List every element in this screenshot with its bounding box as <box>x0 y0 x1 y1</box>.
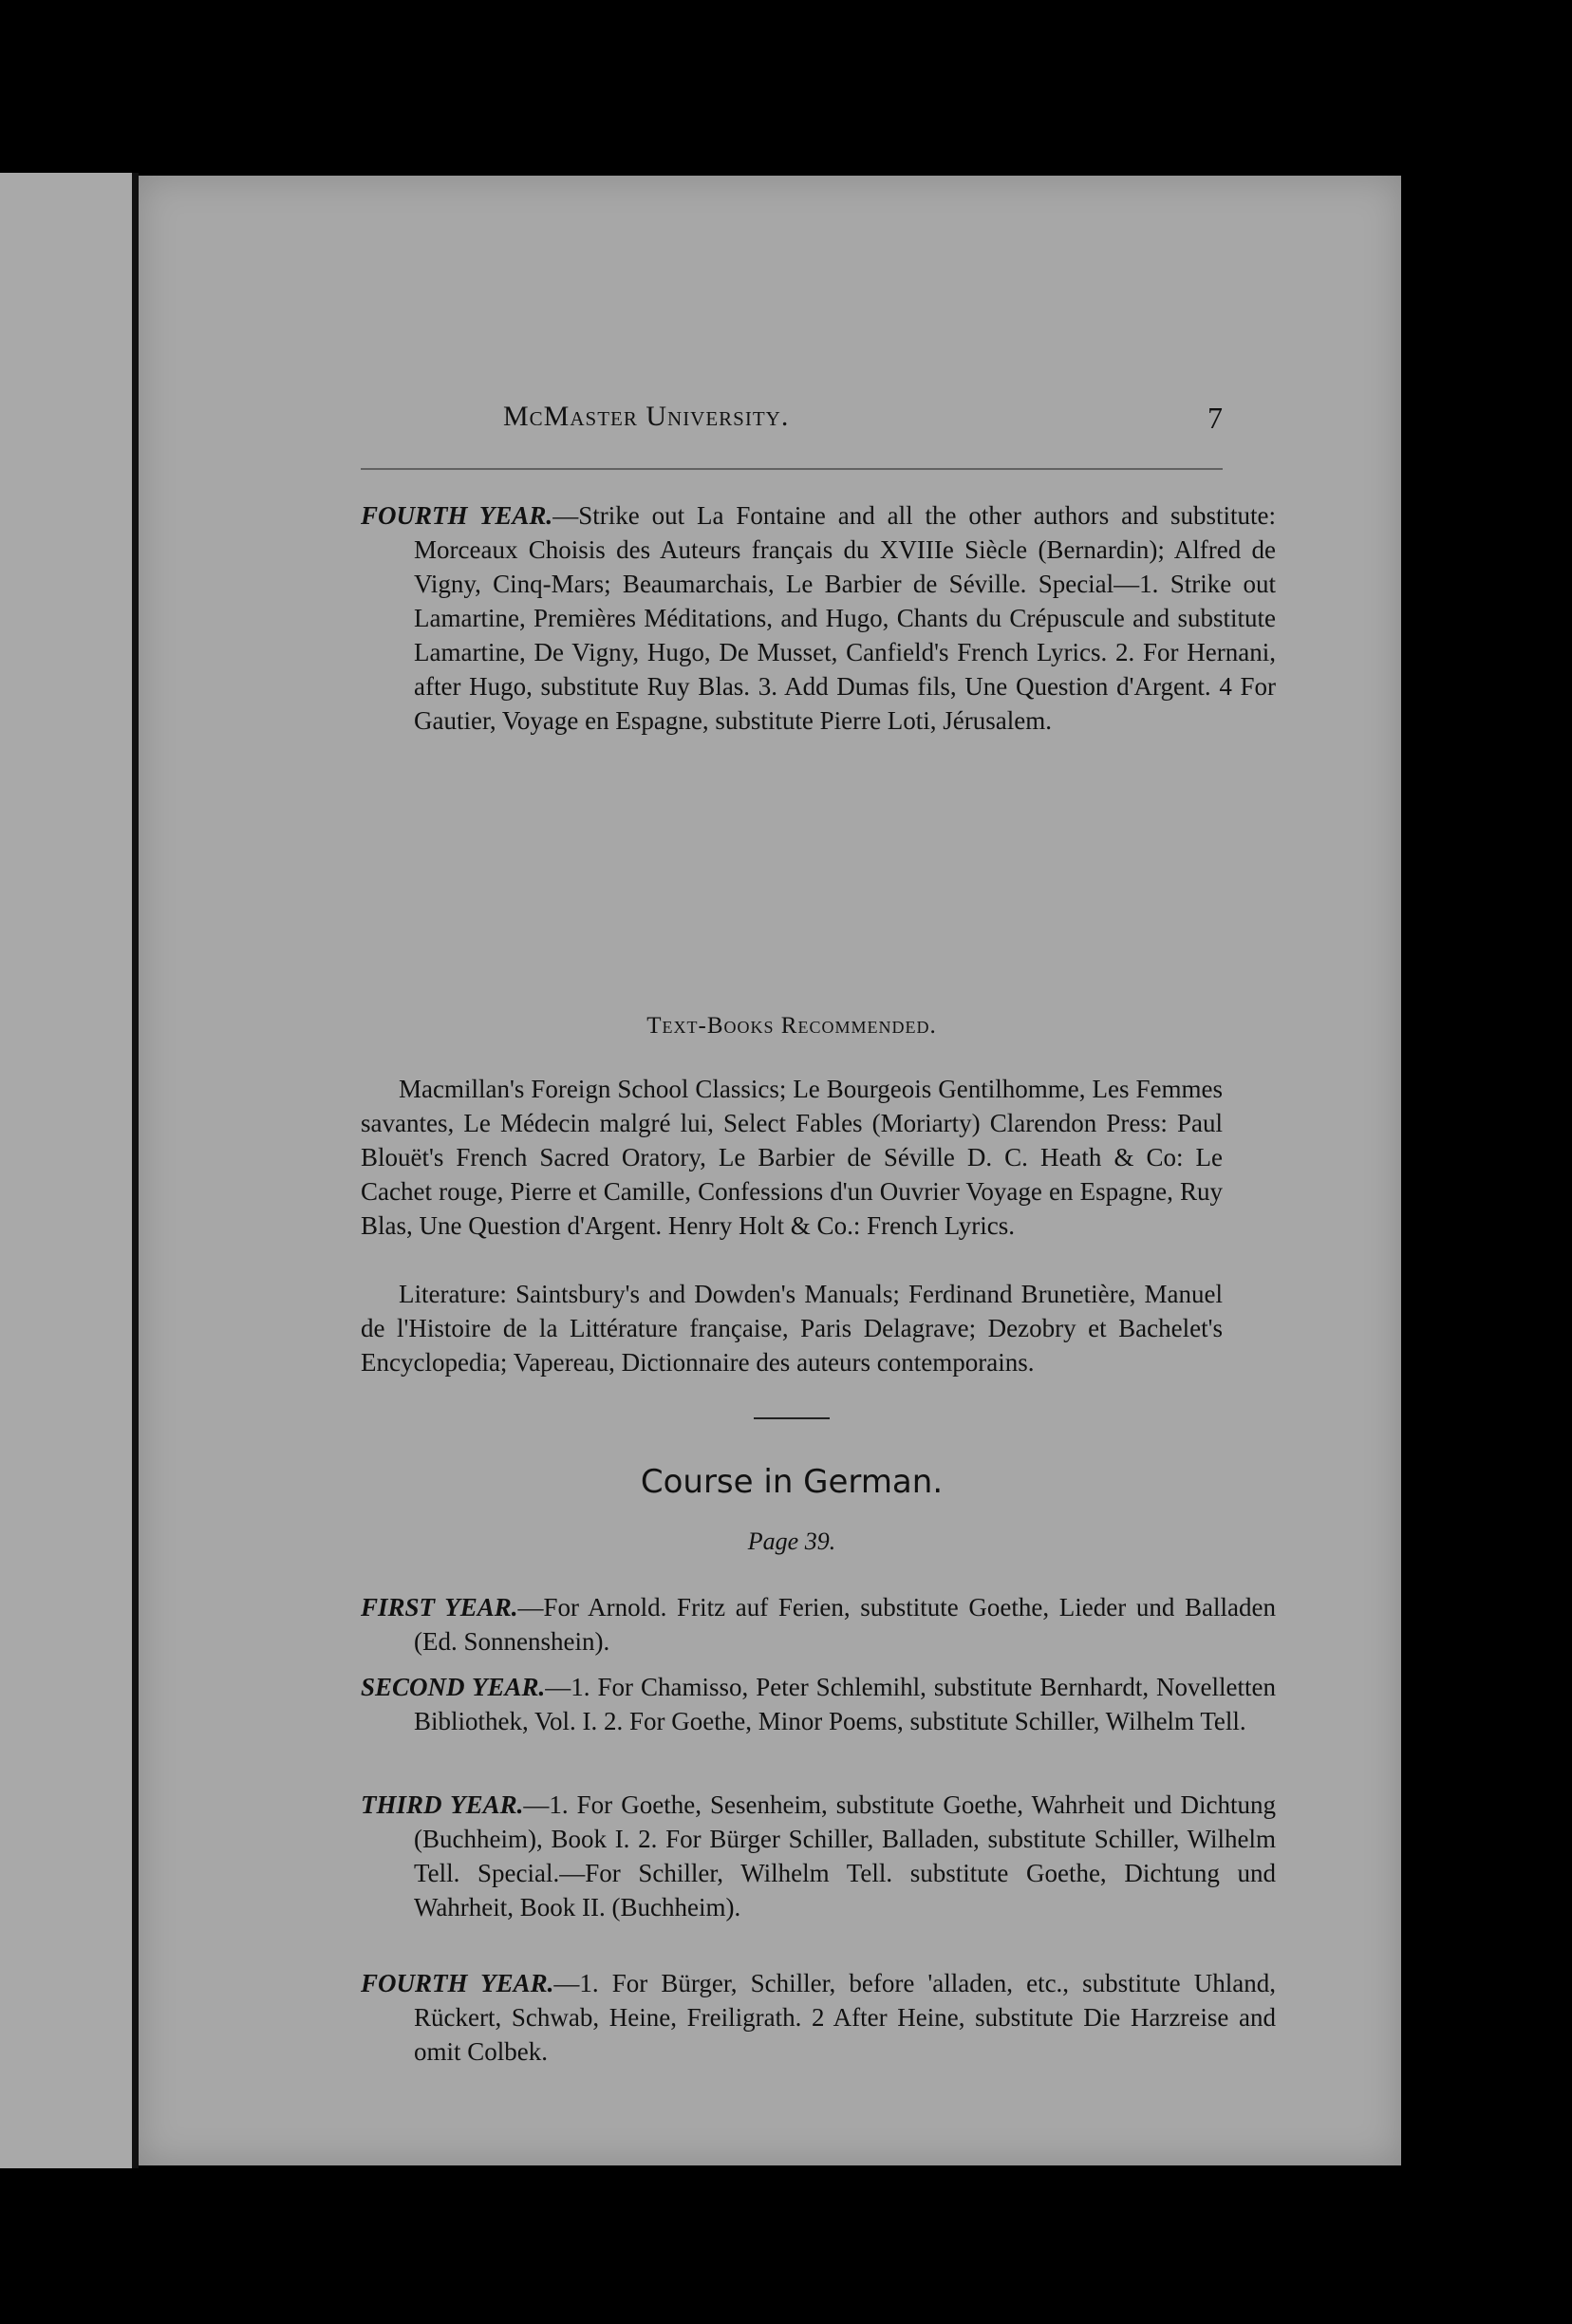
paragraph-text: —1. For Goethe, Sesenheim, substitute Goethe, Wahrheit und Dichtung (Buchheim), Book I. 2. For Bürger Schiller, Balladen, substitute Schiller, Wilhelm Tell. Special.—For Schiller, Wilhelm Tell. substitute Goethe, Dichtung und Wahrheit, Book II. (Buchheim). <box>414 1790 1276 1921</box>
year-label: FIRST YEAR. <box>361 1593 518 1621</box>
facing-page-edge <box>0 173 139 2168</box>
header-rule <box>361 468 1223 470</box>
running-title: McMaster University. <box>503 401 790 432</box>
german-page-reference: Page 39. <box>747 1527 836 1555</box>
year-label: SECOND YEAR. <box>361 1673 546 1701</box>
paragraph-text: —Strike out La Fontaine and all the other authors and substitute: Morceaux Choisis des Auteurs français du XVIIIe Siècle (Bernardin); Alfred de Vigny, Cinq-Mars; Beaumarchais, Le Barbier de Séville. Special—1. Strike out Lamartine, Premières Méditations, and Hugo, Chants du Crépuscule and substitute Lamartine, De Vigny, Hugo, De Musset, Canfield's French Lyrics. 2. For Hernani, after Hugo, substitute Ruy Blas. 3. Add Dumas fils, Une Question d'Argent. 4 For Gautier, Voyage en Espagne, substitute Pierre Loti, Jérusalem. <box>414 501 1276 735</box>
paragraph-text: —1. For Chamisso, Peter Schlemihl, substitute Bernhardt, Novelletten Bibliothek, Vol. I. 2. For Goethe, Minor Poems, substitute Schiller, Wilhelm Tell. <box>414 1673 1277 1735</box>
german-first-year-paragraph <box>361 1590 1276 1659</box>
german-fourth-year-paragraph <box>361 1966 1276 2069</box>
page-number: 7 <box>1207 401 1223 435</box>
book-page <box>139 176 1401 2165</box>
page-gutter <box>132 173 139 2168</box>
paragraph-text: —1. For Bürger, Schiller, before 'alladen, etc., substitute Uhland, Rückert, Schwab, Heine, Freiligrath. 2 After Heine, substitute Die Harzreise and omit Colbek. <box>414 1969 1277 2066</box>
textbooks-heading: Text-Books Recommended. <box>646 1013 937 1039</box>
year-label: FOURTH YEAR. <box>361 1969 554 1997</box>
section-divider <box>754 1417 830 1419</box>
german-course-title: Course in German. <box>640 1463 944 1501</box>
year-label: FOURTH YEAR. <box>361 501 553 530</box>
year-label: THIRD YEAR. <box>361 1790 524 1819</box>
literature-paragraph: Literature: Saintsbury's and Dowden's Manuals; Ferdinand Brunetière, Manuel de l'Histoire de la Littérature française, Paris Delagrave; Dezobry et Bachelet's Encyclopedia; Vapereau, Dictionnaire des auteurs contemporains. <box>361 1280 1223 1377</box>
running-head <box>361 401 1223 439</box>
textbooks-paragraph: Macmillan's Foreign School Classics; Le Bourgeois Gentilhomme, Les Femmes savantes, Le Médecin malgré lui, Select Fables (Moriarty) Clarendon Press: Paul Blouët's French Sacred Oratory, Le Barbier de Séville D. C. Heath & Co: Le Cachet rouge, Pierre et Camille, Confessions d'un Ouvrier Voyage en Espagne, Ruy Blas, Une Question d'Argent. Henry Holt & Co.: French Lyrics. <box>361 1075 1223 1240</box>
paragraph-text: —For Arnold. Fritz auf Ferien, substitute Goethe, Lieder und Balladen (Ed. Sonnenshein). <box>414 1593 1276 1656</box>
german-third-year-paragraph <box>361 1788 1276 1924</box>
german-second-year-paragraph <box>361 1670 1276 1738</box>
french-fourth-year-paragraph <box>361 498 1276 738</box>
